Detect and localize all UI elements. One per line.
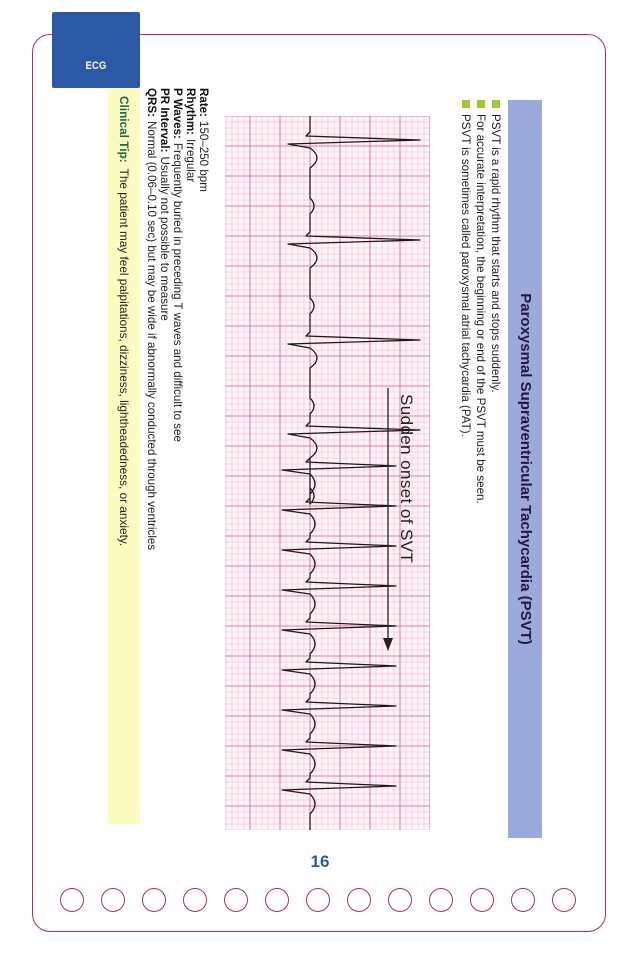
binding-hole-icon <box>306 888 330 912</box>
binding-hole-icon <box>101 888 125 912</box>
binding-holes <box>60 888 580 916</box>
criteria-label: QRS: <box>145 88 158 117</box>
clinical-tip-label: Clinical Tip: <box>117 96 131 163</box>
ecg-tab-label: ECG <box>85 60 107 72</box>
criteria-pr-interval <box>158 88 171 321</box>
criteria-label: Rate: <box>197 88 210 117</box>
criteria-label: Rhythm: <box>184 88 197 136</box>
criteria-p-waves <box>171 88 184 442</box>
criteria-rhythm <box>184 88 197 182</box>
binding-hole-icon <box>265 888 289 912</box>
criteria-label: PR Interval: <box>158 88 171 153</box>
binding-hole-icon <box>470 888 494 912</box>
bullet-text: For accurate interpretation, the beginning or end of the PSVT must be seen. <box>474 114 487 504</box>
bullet-square-icon <box>492 100 500 108</box>
rotated-content <box>88 88 548 838</box>
binding-hole-icon <box>183 888 207 912</box>
ecg-tab[interactable] <box>52 12 140 88</box>
title-band <box>508 100 542 838</box>
criteria-value: Irregular <box>184 139 197 183</box>
bullet-square-icon <box>477 100 485 108</box>
page-number: 16 <box>310 852 330 871</box>
criteria-value: Frequently buried in preceding T waves and difficult to see <box>171 142 184 442</box>
binding-hole-icon <box>429 888 453 912</box>
binding-hole-icon <box>552 888 576 912</box>
annotation-label: Sudden onset of SVT <box>397 394 416 564</box>
criteria-rate <box>197 88 210 192</box>
bullet-square-icon <box>462 100 470 108</box>
binding-hole-icon <box>142 888 166 912</box>
criteria-value: Usually not possible to measure <box>158 156 171 321</box>
binding-hole-icon <box>388 888 412 912</box>
binding-hole-icon <box>511 888 535 912</box>
bullet-text: PSVT is sometimes called paroxysmal atrial tachycardia (PAT). <box>459 114 472 437</box>
binding-hole-icon <box>224 888 248 912</box>
clinical-tip-box <box>108 88 140 824</box>
clinical-tip-text: The patient may feel palpitations, dizziness, lightheadedness, or anxiety. <box>117 168 131 547</box>
criteria-qrs <box>145 88 158 550</box>
binding-hole-icon <box>347 888 371 912</box>
criteria-label: P Waves: <box>171 88 184 139</box>
bullet-item <box>473 100 487 504</box>
page-title: Paroxysmal Supraventricular Tachycardia (PSVT) <box>517 293 534 645</box>
bullet-item <box>488 100 502 393</box>
criteria-value: Normal (0.06–0.10 sec) but may be wide if abnormally conducted through ventricles <box>145 120 158 551</box>
bullet-item <box>458 100 472 437</box>
bullet-text: PSVT is a rapid rhythm that starts and stops suddenly. <box>489 114 502 393</box>
clinical-tip <box>117 96 131 546</box>
annotation-group <box>396 394 416 563</box>
onset-arrow-icon <box>378 388 398 652</box>
binding-hole-icon <box>60 888 84 912</box>
criteria-value: 150–250 bpm <box>197 121 210 192</box>
